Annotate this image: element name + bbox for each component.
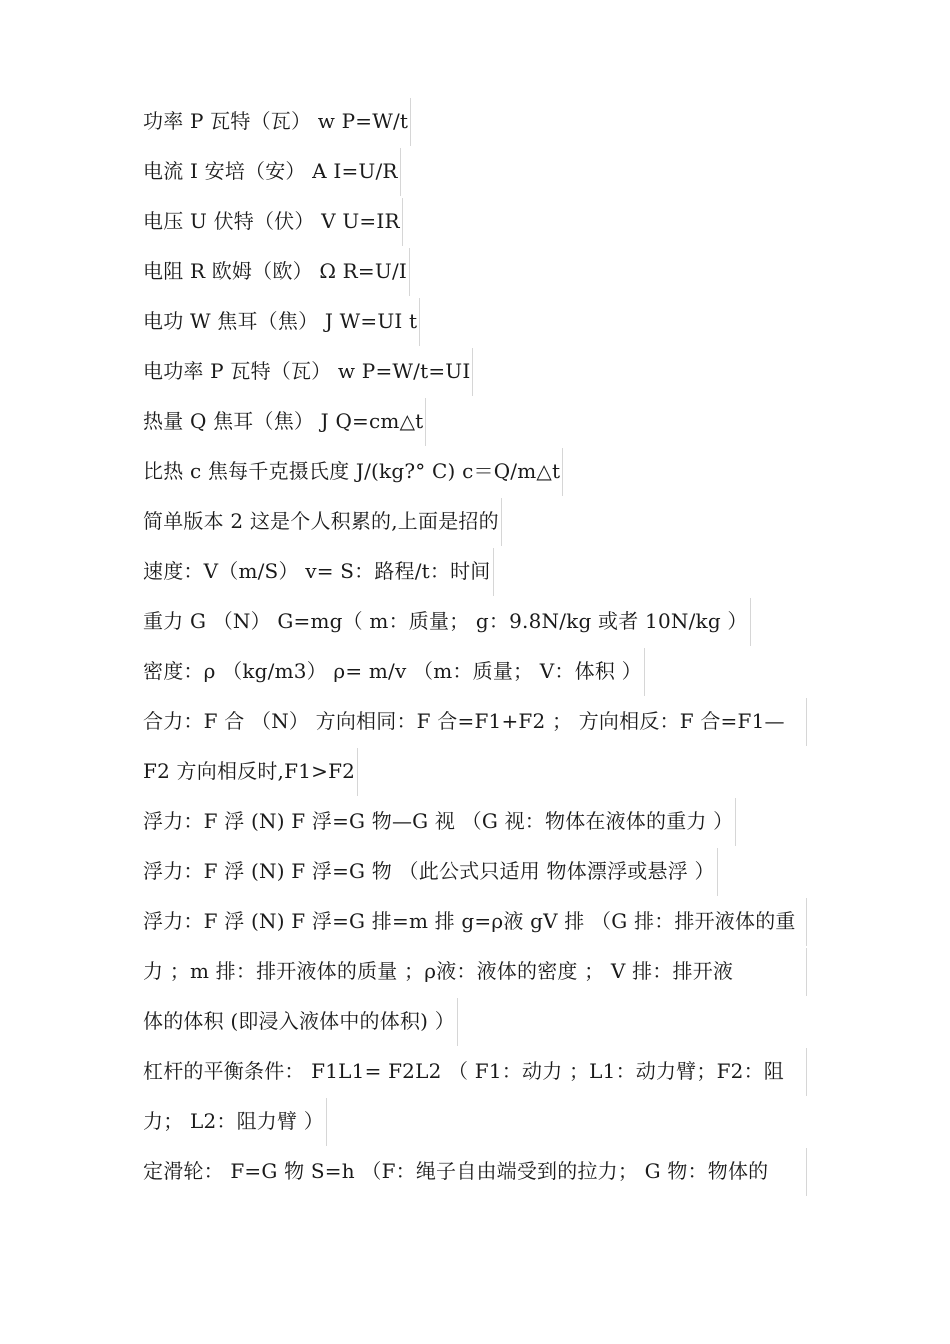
text-line	[143, 996, 813, 1046]
line-text: 电阻 R 欧姆（欧） Ω R=U/I	[143, 248, 410, 296]
line-text: 定滑轮： F=G 物 S=h （F：绳子自由端受到的拉力； G 物：物体的	[143, 1148, 807, 1196]
text-line	[143, 846, 813, 896]
text-line	[143, 896, 813, 946]
text-line	[143, 696, 813, 746]
formula-list	[143, 96, 813, 1196]
line-text: 密度：ρ （kg/m3） ρ= m/v （m：质量； V：体积 ）	[143, 648, 645, 696]
text-line	[143, 646, 813, 696]
text-line	[143, 346, 813, 396]
line-text: 热量 Q 焦耳（焦） J Q=cm△t	[143, 398, 426, 446]
line-text: 重力 G （N） G=mg（ m：质量； g：9.8N/kg 或者 10N/kg ）	[143, 598, 751, 646]
line-text: 电流 I 安培（安） A I=U/R	[143, 148, 401, 196]
line-text: 体的体积 (即浸入液体中的体积) ）	[143, 998, 458, 1046]
text-line	[143, 296, 813, 346]
line-text: 电功 W 焦耳（焦） J W=UI t	[143, 298, 420, 346]
text-line	[143, 1146, 813, 1196]
text-line	[143, 1046, 813, 1096]
text-line	[143, 746, 813, 796]
text-line	[143, 146, 813, 196]
text-line	[143, 546, 813, 596]
line-text: 浮力：F 浮 (N) F 浮=G 物—G 视 （G 视：物体在液体的重力 ）	[143, 798, 736, 846]
line-text: 浮力：F 浮 (N) F 浮=G 排=m 排 g=ρ液 gV 排 （G 排：排开液体的重	[143, 898, 807, 946]
line-text: 简单版本 2 这是个人积累的,上面是招的	[143, 498, 502, 546]
line-text: 电压 U 伏特（伏） V U=IR	[143, 198, 403, 246]
line-text: 力 ；m 排：排开液体的质量 ；ρ液：液体的密度 ； V 排：排开液	[143, 948, 807, 996]
line-text: 合力：F 合 （N） 方向相同：F 合=F1+F2 ； 方向相反：F 合=F1—	[143, 698, 807, 746]
text-line	[143, 596, 813, 646]
text-line	[143, 246, 813, 296]
text-line	[143, 96, 813, 146]
line-text: F2 方向相反时,F1>F2	[143, 748, 358, 796]
line-text: 浮力：F 浮 (N) F 浮=G 物 （此公式只适用 物体漂浮或悬浮 ）	[143, 848, 718, 896]
line-text: 杠杆的平衡条件： F1L1= F2L2 （ F1：动力 ；L1：动力臂；F2：阻	[143, 1048, 807, 1096]
line-text: 比热 c 焦每千克摄氏度 J/(kg?° C) c＝Q/m△t	[143, 448, 563, 496]
text-line	[143, 496, 813, 546]
text-line	[143, 796, 813, 846]
line-text: 力； L2：阻力臂 ）	[143, 1098, 327, 1146]
text-line	[143, 446, 813, 496]
line-text: 功率 P 瓦特（瓦） w P=W/t	[143, 98, 411, 146]
text-line	[143, 1096, 813, 1146]
text-line	[143, 946, 813, 996]
text-line	[143, 196, 813, 246]
line-text: 电功率 P 瓦特（瓦） w P=W/t=UI	[143, 348, 473, 396]
text-line	[143, 396, 813, 446]
line-text: 速度：V（m/S） v= S：路程/t：时间	[143, 548, 494, 596]
